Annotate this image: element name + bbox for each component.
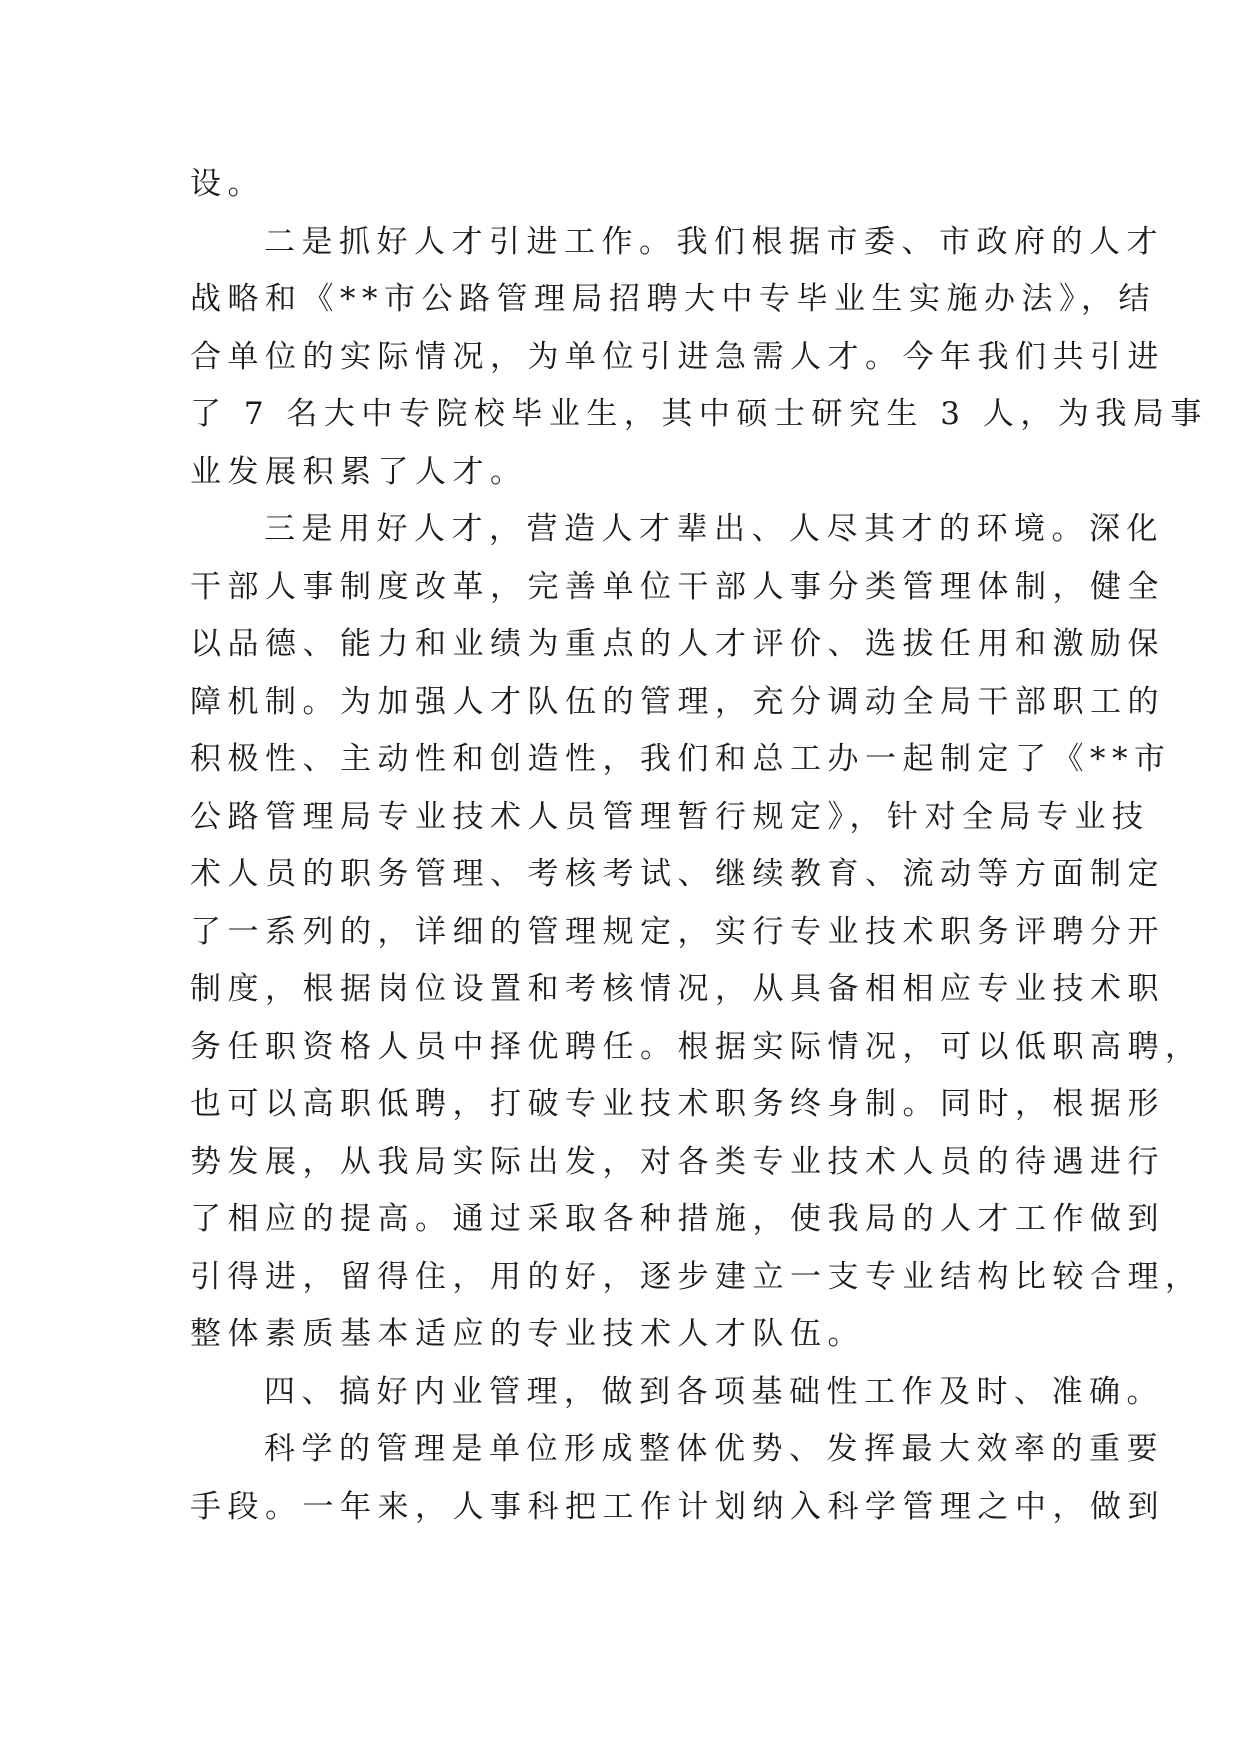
text-line: 业发展积累了人才。 bbox=[190, 453, 528, 490]
text-line: 二是抓好人才引进工作。我们根据市委、市政府的人才 bbox=[264, 223, 1164, 260]
text-line: 手段。一年来，人事科把工作计划纳入科学管理之中，做到 bbox=[190, 1488, 1165, 1525]
text-line: 积极性、主动性和创造性，我们和总工办一起制定了《**市 bbox=[190, 741, 1172, 777]
text-line: 公路管理局专业技术人员管理暂行规定》，针对全局专业技 bbox=[190, 798, 1150, 835]
text-line: 三是用好人才，营造人才辈出、人尽其才的环境。深化 bbox=[264, 511, 1164, 547]
text-line: 引得进，留得住，用的好，逐步建立一支专业结构比较合理， bbox=[190, 1258, 1203, 1295]
text-line: 以品德、能力和业绩为重点的人才评价、选拔任用和激励保 bbox=[190, 626, 1165, 662]
body-text bbox=[190, 156, 1208, 1536]
text-line: 务任职资格人员中择优聘任。根据实际情况，可以低职高聘， bbox=[190, 1028, 1203, 1065]
text-line: 干部人事制度改革，完善单位干部人事分类管理体制，健全 bbox=[190, 568, 1165, 605]
text-line: 障机制。为加强人才队伍的管理，充分调动全局干部职工的 bbox=[190, 683, 1165, 720]
text-line: 术人员的职务管理、考核考试、继续教育、流动等方面制定 bbox=[190, 856, 1165, 892]
text-line: 整体素质基本适应的专业技术人才队伍。 bbox=[190, 1316, 865, 1352]
text-line: 了一系列的，详细的管理规定，实行专业技术职务评聘分开 bbox=[190, 913, 1165, 950]
text-line: 了 7 名大中专院校毕业生，其中硕士研究生 3 人，为我局事 bbox=[190, 396, 1208, 432]
text-line: 战略和《**市公路管理局招聘大中专毕业生实施办法》，结 bbox=[190, 281, 1156, 317]
text-line: 势发展，从我局实际出发，对各类专业技术人员的待遇进行 bbox=[190, 1143, 1165, 1180]
text-line: 合单位的实际情况，为单位引进急需人才。今年我们共引进 bbox=[190, 338, 1165, 375]
text-line: 科学的管理是单位形成整体优势、发挥最大效率的重要 bbox=[264, 1431, 1164, 1467]
text-line: 四、搞好内业管理，做到各项基础性工作及时、准确。 bbox=[264, 1373, 1164, 1410]
text-line: 了相应的提高。通过采取各种措施，使我局的人才工作做到 bbox=[190, 1201, 1165, 1237]
text-line: 设。 bbox=[190, 166, 265, 202]
text-line: 制度，根据岗位设置和考核情况，从具备相相应专业技术职 bbox=[190, 971, 1165, 1007]
text-line: 也可以高职低聘，打破专业技术职务终身制。同时，根据形 bbox=[190, 1086, 1165, 1122]
